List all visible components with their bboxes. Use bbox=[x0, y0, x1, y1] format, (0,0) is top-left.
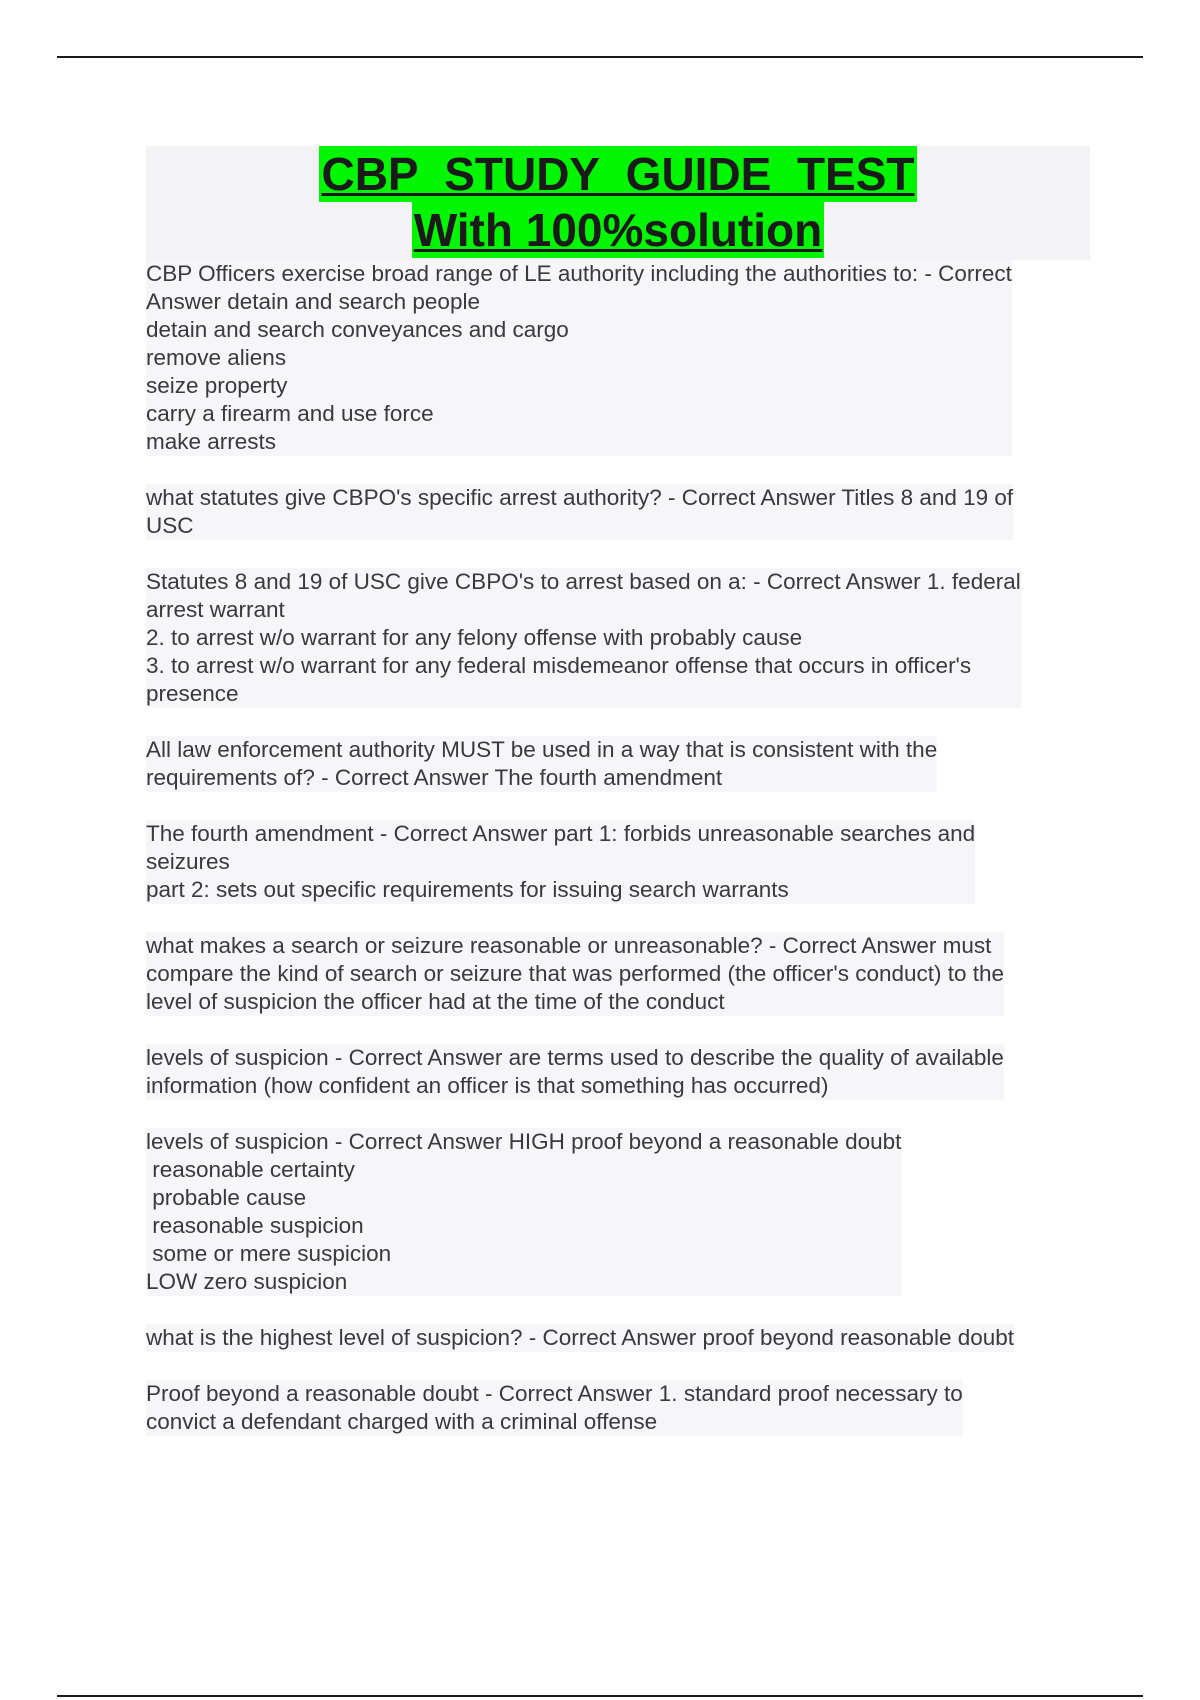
bottom-rule bbox=[57, 1695, 1143, 1697]
qa-entry: The fourth amendment - Correct Answer part 1: forbids unreasonable searches and seizures part 2: sets out specific requirements for issuing search warrants bbox=[146, 821, 976, 902]
title-block bbox=[146, 146, 1090, 260]
qa-entry: CBP Officers exercise broad range of LE authority including the authorities to: - Correct Answer detain and search people detain and search conveyances and cargo remove aliens seize property carry a firearm and use force make arrests bbox=[146, 261, 1012, 454]
qa-entry: All law enforcement authority MUST be used in a way that is consistent with the requirements of? - Correct Answer The fourth amendment bbox=[146, 737, 938, 790]
qa-entry: levels of suspicion - Correct Answer are terms used to describe the quality of available information (how confident an officer is that something has occurred) bbox=[146, 1045, 1004, 1098]
qa-list bbox=[146, 260, 1090, 1464]
qa-entry: Statutes 8 and 19 of USC give CBPO's to arrest based on a: - Correct Answer 1. federal arrest warrant 2. to arrest w/o warrant for any felony offense with probably cause 3. to arrest w/o warrant for any federal misdemeanor offense that occurs in officer's presence bbox=[146, 569, 1021, 706]
top-rule bbox=[57, 56, 1143, 58]
document-title-line-2: With 100%solution bbox=[413, 204, 823, 256]
document-body bbox=[146, 146, 1090, 1464]
qa-entry: levels of suspicion - Correct Answer HIGH proof beyond a reasonable doubt reasonable certainty probable cause reasonable suspicion some or mere suspicion LOW zero suspicion bbox=[146, 1129, 902, 1294]
qa-entry: what is the highest level of suspicion? - Correct Answer proof beyond reasonable doubt bbox=[146, 1325, 1015, 1350]
qa-entry: Proof beyond a reasonable doubt - Correct Answer 1. standard proof necessary to convict a defendant charged with a criminal offense bbox=[146, 1381, 963, 1434]
document-title-line-1: CBP_STUDY_GUIDE_TEST bbox=[321, 148, 915, 200]
qa-entry: what makes a search or seizure reasonable or unreasonable? - Correct Answer must compare the kind of search or seizure that was performed (the officer's conduct) to the level of suspicion the officer had at the time of the conduct bbox=[146, 933, 1005, 1014]
qa-entry: what statutes give CBPO's specific arrest authority? - Correct Answer Titles 8 and 19 of USC bbox=[146, 485, 1014, 538]
